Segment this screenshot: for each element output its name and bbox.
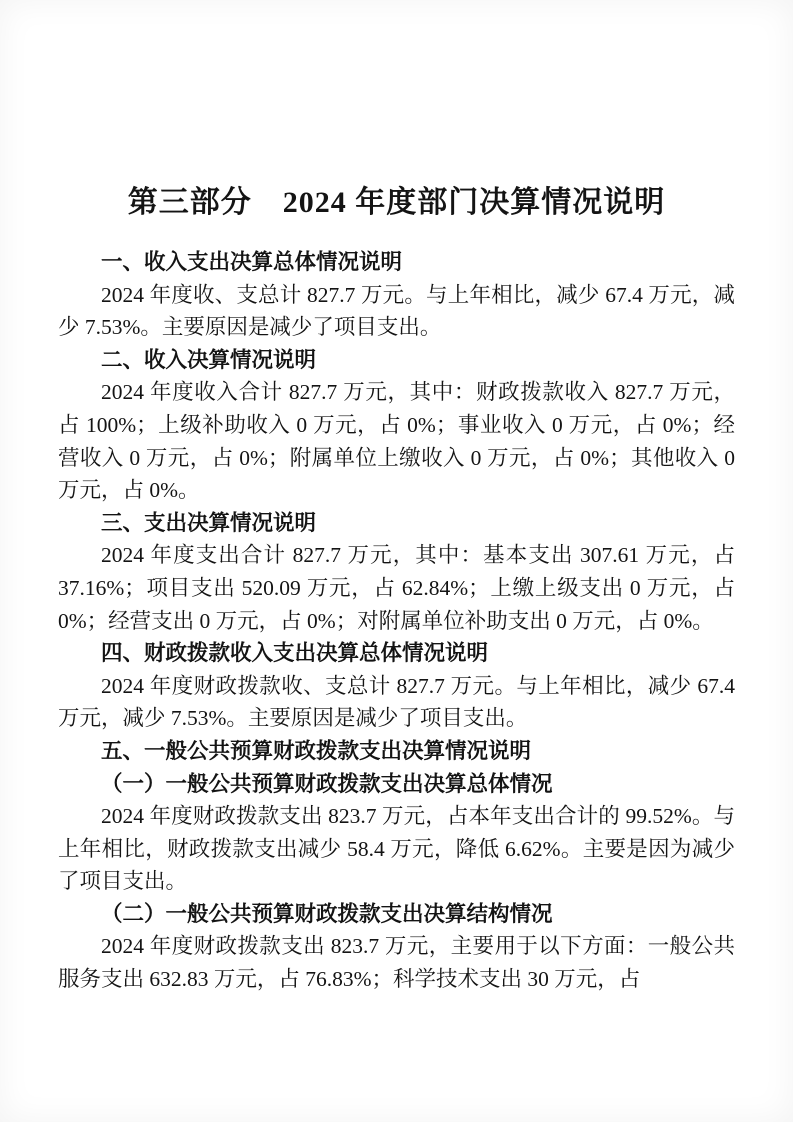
section-2-paragraph: 2024 年度收入合计 827.7 万元，其中：财政拨款收入 827.7 万元，占 100%；上级补助收入 0 万元，占 0%；事业收入 0 万元，占 0%；经营收入 0 万元，占 0%；附属单位上缴收入 0 万元，占 0%；其他收入 0 万元，占 0%。 [58, 380, 735, 503]
section-1-paragraph: 2024 年度收、支总计 827.7 万元。与上年相比，减少 67.4 万元，减少 7.53%。主要原因是减少了项目支出。 [58, 282, 735, 340]
document-body [58, 246, 735, 996]
section-5-subheading-2: （二）一般公共预算财政拨款支出决算结构情况 [101, 901, 553, 926]
section-2-heading: 二、收入决算情况说明 [101, 347, 317, 372]
section-4-paragraph: 2024 年度财政拨款收、支总计 827.7 万元。与上年相比，减少 67.4 万元，减少 7.53%。主要原因是减少了项目支出。 [58, 673, 735, 731]
section-1-heading: 一、收入支出决算总体情况说明 [101, 250, 403, 274]
section-5-heading: 五、一般公共预算财政拨款支出决算情况说明 [101, 738, 532, 763]
section-4-heading: 四、财政拨款收入支出决算总体情况说明 [101, 641, 489, 666]
section-5-2-paragraph: 2024 年度财政拨款支出 823.7 万元，主要用于以下方面：一般公共服务支出 632.83 万元，占 76.83%；科学技术支出 30 万元，占 [58, 934, 735, 992]
section-3-paragraph: 2024 年度支出合计 827.7 万元，其中：基本支出 307.61 万元，占 37.16%；项目支出 520.09 万元，占 62.84%；上缴上级支出 0 万元，占 0%；经营支出 0 万元，占 0%；对附属单位补助支出 0 万元，占 0%。 [58, 543, 735, 633]
section-5-subheading-1: （一）一般公共预算财政拨款支出决算总体情况 [101, 771, 553, 796]
section-5-1-paragraph: 2024 年度财政拨款支出 823.7 万元，占本年支出合计的 99.52%。与上年相比，财政拨款支出减少 58.4 万元，降低 6.62%。主要是因为减少了项目支出。 [58, 804, 735, 894]
section-3-heading: 三、支出决算情况说明 [101, 510, 317, 535]
page-title: 第三部分 2024 年度部门决算情况说明 [127, 186, 666, 219]
